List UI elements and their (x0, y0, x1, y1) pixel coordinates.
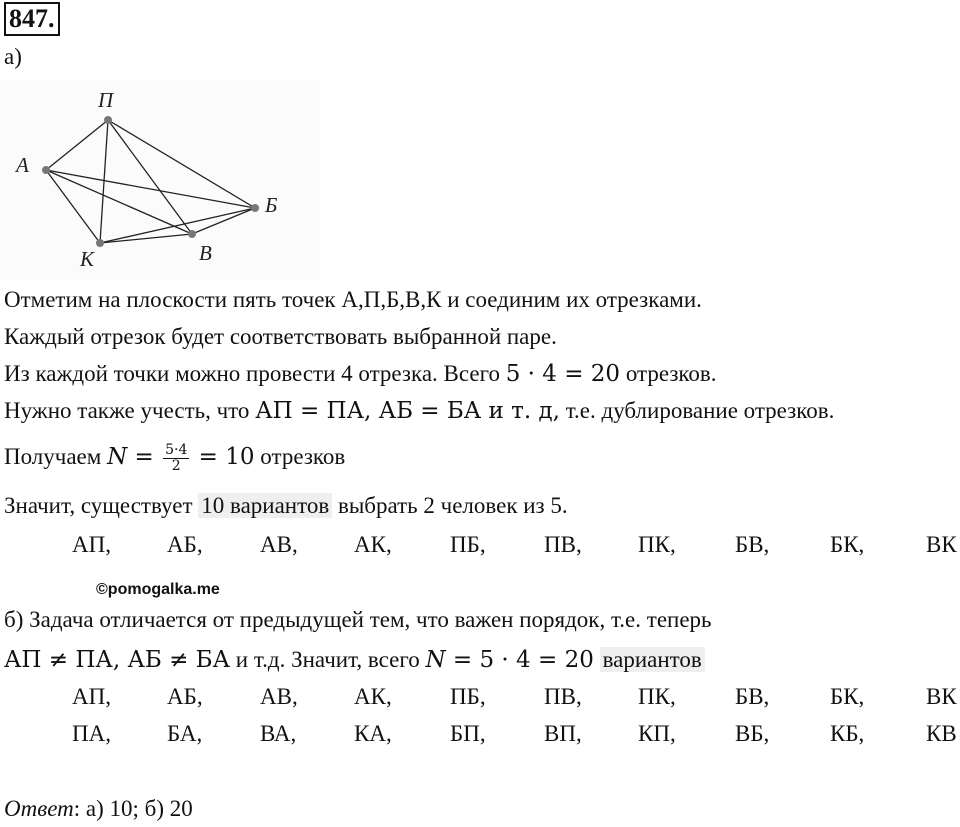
pair-item: АК, (354, 684, 392, 709)
solution-b-line-2: АП ≠ ПА, АБ ≠ БА и т.д. Значит, всего N = 5 · 4 = 20 вариантов (4, 645, 705, 675)
variable-n: N (107, 444, 128, 470)
point-label-a: А (16, 153, 29, 177)
pair-item: ПВ, (544, 532, 582, 557)
equality-expression: АП = ПА, АБ = БА и т. д, (255, 398, 560, 424)
pair-item: АП, (72, 532, 111, 557)
pair-item: БВ, (735, 532, 770, 557)
pair-item: ВК (926, 684, 957, 709)
answer-label: Ответ (4, 796, 74, 821)
pair-item: АВ, (260, 684, 298, 709)
points-graph-figure (0, 80, 320, 280)
pair-item: АП, (72, 684, 111, 709)
pair-item: АБ, (167, 684, 203, 709)
pair-item: ПК, (638, 532, 676, 557)
pair-item: ПВ, (544, 684, 582, 709)
solution-a-line-2: Каждый отрезок будет соответствовать выбранной паре. (4, 324, 557, 349)
variable-n: N (425, 647, 446, 673)
pair-item: ВК (926, 532, 957, 557)
solution-a-line-3: Из каждой точки можно провести 4 отрезка. Всего 5 · 4 = 20 отрезков. (4, 361, 717, 387)
problem-number: 847. (4, 2, 60, 36)
pair-item: ПБ, (450, 684, 486, 709)
point-label-k: К (80, 247, 94, 271)
pair-item: ПБ, (450, 532, 486, 557)
highlight-variants: вариантов (600, 647, 705, 672)
pair-item: БК, (830, 532, 865, 557)
pair-item: КВ (926, 721, 957, 746)
pair-item: ПК, (638, 684, 676, 709)
point-k (96, 239, 104, 247)
point-b6 (251, 204, 259, 212)
pair-item: АК, (354, 532, 392, 557)
figure-background (0, 80, 320, 280)
fraction: $\frac{5\cdot 4}{2}$ (165, 442, 188, 475)
pair-item: ПА, (72, 721, 111, 746)
point-p (104, 116, 112, 124)
watermark: ©pomogalka.me (96, 581, 220, 598)
answer-line (4, 794, 193, 824)
pair-item: БП, (450, 721, 486, 746)
inequality-expression: АП ≠ ПА, АБ ≠ БА (4, 647, 231, 673)
point-label-p: П (98, 88, 114, 112)
answer-text: : а) 10; б) 20 (73, 796, 193, 821)
pair-item: ВБ, (735, 721, 770, 746)
solution-a-line-5: Получаем N = $\frac{5\cdot 4}{2}$ = 10 отрезков (4, 442, 346, 475)
point-label-v: В (199, 241, 212, 265)
pair-item: КП, (638, 721, 676, 746)
point-a (42, 166, 50, 174)
equation-5x4: 5 · 4 = 20 (505, 361, 621, 387)
pair-item: КА, (354, 721, 392, 746)
pair-item: БВ, (735, 684, 770, 709)
pair-item: КБ, (830, 721, 865, 746)
solution-a-line-1: Отметим на плоскости пять точек А,П,Б,В,К и соединим их отрезками. (4, 287, 702, 312)
point-v (188, 230, 196, 238)
pair-item: БА, (167, 721, 203, 746)
pair-item: АБ, (167, 532, 203, 557)
highlight-10-variants: 10 вариантов (198, 493, 332, 518)
pair-item: БК, (830, 684, 865, 709)
pair-item: АВ, (260, 532, 298, 557)
solution-a-line-6: Значит, существует 10 вариантов выбрать 2 человек из 5. (4, 493, 568, 518)
solution-a-line-4: Нужно также учесть, что АП = ПА, АБ = БА и т. д, т.е. дублирование отрезков. (4, 398, 835, 424)
pair-item: ВА, (260, 721, 297, 746)
pair-item: ВП, (544, 721, 582, 746)
part-a-label: а) (4, 44, 22, 69)
solution-b-line-1: б) Задача отличается от предыдущей тем, что важен порядок, т.е. теперь (4, 607, 712, 632)
point-label-b6: Б (265, 193, 278, 217)
